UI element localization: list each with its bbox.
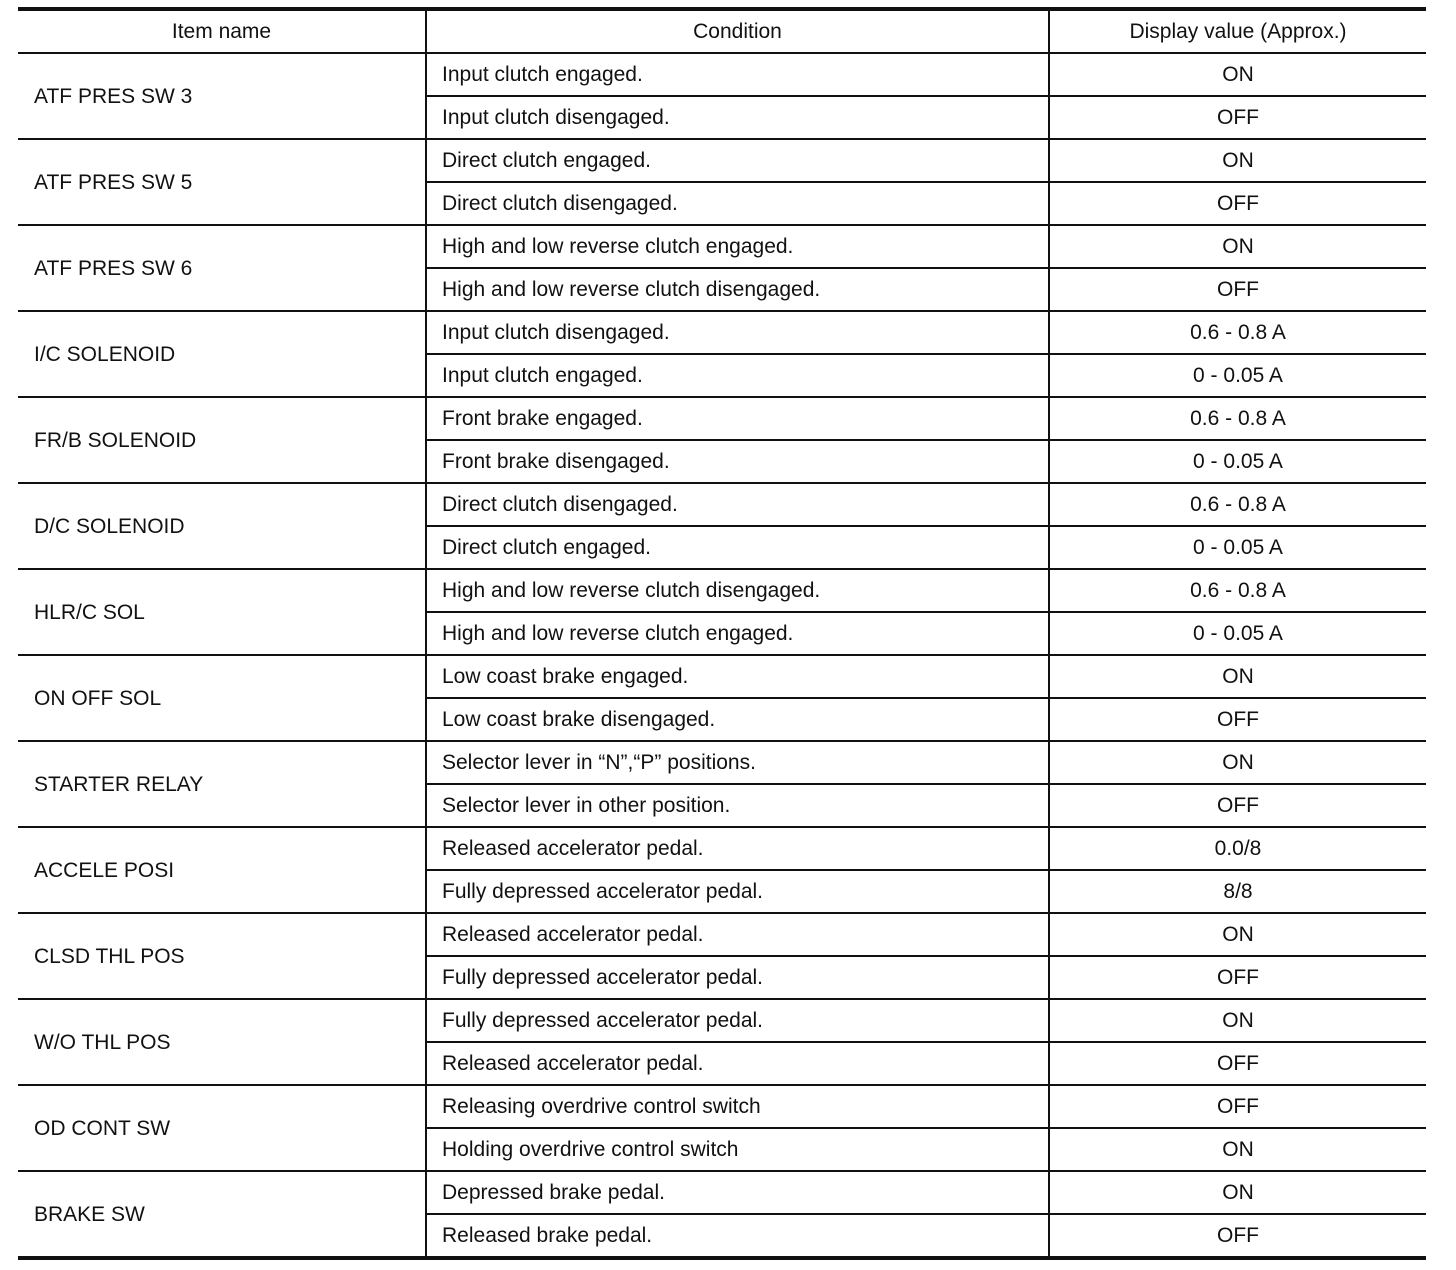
display-value-cell: 0 - 0.05 A bbox=[1049, 440, 1426, 483]
condition-cell: Input clutch disengaged. bbox=[426, 96, 1049, 139]
item-name-cell: I/C SOLENOID bbox=[18, 311, 426, 397]
condition-cell: Released accelerator pedal. bbox=[426, 827, 1049, 870]
condition-cell: Released accelerator pedal. bbox=[426, 1042, 1049, 1085]
condition-cell: Fully depressed accelerator pedal. bbox=[426, 870, 1049, 913]
condition-cell: High and low reverse clutch disengaged. bbox=[426, 268, 1049, 311]
condition-cell: Fully depressed accelerator pedal. bbox=[426, 999, 1049, 1042]
display-value-cell: OFF bbox=[1049, 268, 1426, 311]
table-row bbox=[18, 397, 1426, 440]
condition-cell: Direct clutch disengaged. bbox=[426, 182, 1049, 225]
display-value-cell: OFF bbox=[1049, 1085, 1426, 1128]
header-condition: Condition bbox=[426, 9, 1049, 53]
display-value-cell: ON bbox=[1049, 741, 1426, 784]
display-value-cell: ON bbox=[1049, 225, 1426, 268]
display-value-cell: ON bbox=[1049, 1128, 1426, 1171]
display-value-cell: OFF bbox=[1049, 784, 1426, 827]
item-name-cell: STARTER RELAY bbox=[18, 741, 426, 827]
condition-cell: Front brake disengaged. bbox=[426, 440, 1049, 483]
item-name-cell: ACCELE POSI bbox=[18, 827, 426, 913]
header-display-value: Display value (Approx.) bbox=[1049, 9, 1426, 53]
display-value-cell: OFF bbox=[1049, 1042, 1426, 1085]
condition-cell: Input clutch engaged. bbox=[426, 354, 1049, 397]
item-name-cell: HLR/C SOL bbox=[18, 569, 426, 655]
item-name-cell: D/C SOLENOID bbox=[18, 483, 426, 569]
condition-cell: Input clutch engaged. bbox=[426, 53, 1049, 96]
table-row bbox=[18, 483, 1426, 526]
display-value-cell: OFF bbox=[1049, 96, 1426, 139]
condition-cell: Holding overdrive control switch bbox=[426, 1128, 1049, 1171]
condition-cell: High and low reverse clutch disengaged. bbox=[426, 569, 1049, 612]
display-value-cell: ON bbox=[1049, 139, 1426, 182]
display-value-cell: 0.6 - 0.8 A bbox=[1049, 483, 1426, 526]
display-value-cell: 0.6 - 0.8 A bbox=[1049, 311, 1426, 354]
header-row bbox=[18, 9, 1426, 53]
table-row bbox=[18, 741, 1426, 784]
table-row bbox=[18, 311, 1426, 354]
condition-cell: Direct clutch engaged. bbox=[426, 139, 1049, 182]
condition-cell: High and low reverse clutch engaged. bbox=[426, 612, 1049, 655]
display-value-cell: 0.0/8 bbox=[1049, 827, 1426, 870]
condition-cell: Front brake engaged. bbox=[426, 397, 1049, 440]
display-value-cell: 0 - 0.05 A bbox=[1049, 612, 1426, 655]
item-name-cell: ATF PRES SW 5 bbox=[18, 139, 426, 225]
condition-cell: Depressed brake pedal. bbox=[426, 1171, 1049, 1214]
item-name-cell: ATF PRES SW 3 bbox=[18, 53, 426, 139]
display-value-cell: ON bbox=[1049, 913, 1426, 956]
display-value-cell: 0.6 - 0.8 A bbox=[1049, 569, 1426, 612]
display-value-cell: ON bbox=[1049, 655, 1426, 698]
condition-cell: Direct clutch disengaged. bbox=[426, 483, 1049, 526]
table-row bbox=[18, 913, 1426, 956]
table-row bbox=[18, 1085, 1426, 1128]
display-value-cell: 0.6 - 0.8 A bbox=[1049, 397, 1426, 440]
display-value-cell: 0 - 0.05 A bbox=[1049, 526, 1426, 569]
table-row bbox=[18, 1171, 1426, 1214]
display-value-cell: OFF bbox=[1049, 698, 1426, 741]
condition-cell: Selector lever in other position. bbox=[426, 784, 1049, 827]
display-value-cell: ON bbox=[1049, 1171, 1426, 1214]
table-row bbox=[18, 225, 1426, 268]
display-value-cell: ON bbox=[1049, 53, 1426, 96]
table-row bbox=[18, 53, 1426, 96]
condition-cell: Selector lever in “N”,“P” positions. bbox=[426, 741, 1049, 784]
item-name-cell: ATF PRES SW 6 bbox=[18, 225, 426, 311]
table-row bbox=[18, 655, 1426, 698]
display-value-cell: OFF bbox=[1049, 956, 1426, 999]
condition-cell: Fully depressed accelerator pedal. bbox=[426, 956, 1049, 999]
item-name-cell: BRAKE SW bbox=[18, 1171, 426, 1258]
table-row bbox=[18, 999, 1426, 1042]
condition-cell: Released accelerator pedal. bbox=[426, 913, 1049, 956]
condition-cell: Releasing overdrive control switch bbox=[426, 1085, 1049, 1128]
condition-cell: Low coast brake disengaged. bbox=[426, 698, 1049, 741]
condition-cell: Direct clutch engaged. bbox=[426, 526, 1049, 569]
display-value-cell: 0 - 0.05 A bbox=[1049, 354, 1426, 397]
table-row bbox=[18, 569, 1426, 612]
table-row bbox=[18, 827, 1426, 870]
condition-cell: Low coast brake engaged. bbox=[426, 655, 1049, 698]
item-name-cell: OD CONT SW bbox=[18, 1085, 426, 1171]
display-value-cell: 8/8 bbox=[1049, 870, 1426, 913]
display-value-cell: ON bbox=[1049, 999, 1426, 1042]
item-name-cell: FR/B SOLENOID bbox=[18, 397, 426, 483]
data-monitor-table bbox=[18, 7, 1426, 1260]
condition-cell: Released brake pedal. bbox=[426, 1214, 1049, 1258]
condition-cell: High and low reverse clutch engaged. bbox=[426, 225, 1049, 268]
item-name-cell: CLSD THL POS bbox=[18, 913, 426, 999]
table-body bbox=[18, 53, 1426, 1258]
table-row bbox=[18, 139, 1426, 182]
display-value-cell: OFF bbox=[1217, 1224, 1259, 1247]
item-name-cell: ON OFF SOL bbox=[18, 655, 426, 741]
condition-cell: Input clutch disengaged. bbox=[426, 311, 1049, 354]
item-name-cell: W/O THL POS bbox=[18, 999, 426, 1085]
display-value-cell: OFF bbox=[1049, 182, 1426, 225]
header-item-name: Item name bbox=[18, 9, 426, 53]
